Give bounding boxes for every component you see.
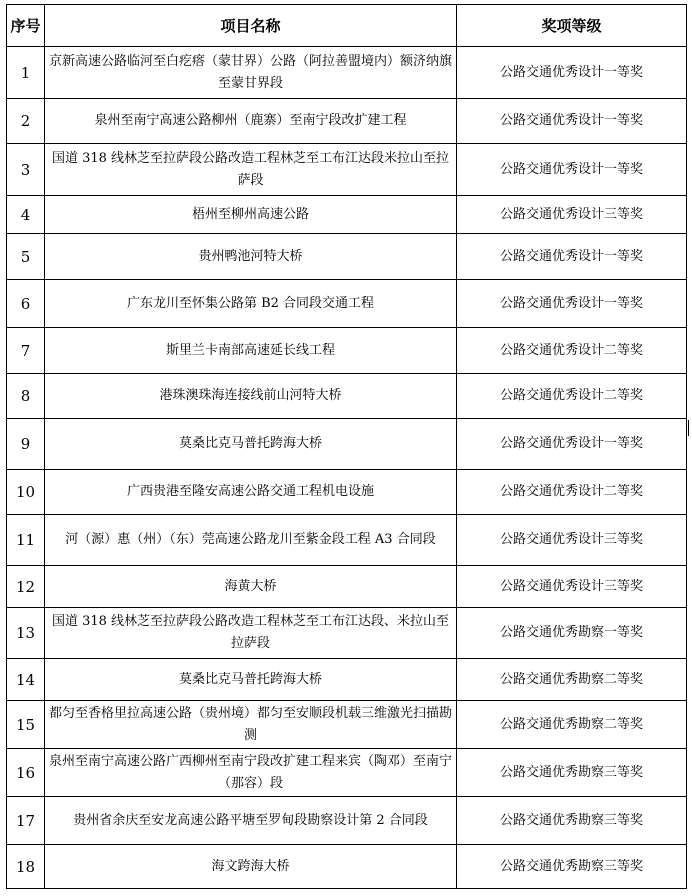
row-num: 5 [7, 234, 45, 280]
row-num: 8 [7, 374, 45, 419]
table-row [7, 566, 687, 608]
award-level: 公路交通优秀设计二等奖 [457, 328, 687, 374]
row-num: 15 [7, 701, 45, 749]
project-name: 广西贵港至隆安高速公路交通工程机电设施 [45, 470, 457, 515]
award-level: 公路交通优秀设计一等奖 [457, 144, 687, 196]
table-row [7, 47, 687, 99]
table-row [7, 470, 687, 515]
award-level: 公路交通优秀设计二等奖 [457, 470, 687, 515]
table-row [7, 659, 687, 701]
table-row [7, 608, 687, 659]
project-name: 泉州至南宁高速公路广西柳州至南宁段改扩建工程来宾（陶邓）至南宁（那容）段 [45, 749, 457, 797]
row-num: 4 [7, 196, 45, 234]
project-name: 海黄大桥 [45, 566, 457, 608]
table-row [7, 280, 687, 328]
award-level: 公路交通优秀设计一等奖 [457, 47, 687, 99]
award-level: 公路交通优秀设计三等奖 [457, 196, 687, 234]
award-level: 公路交通优秀设计一等奖 [457, 280, 687, 328]
project-name: 广东龙川至怀集公路第 B2 合同段交通工程 [45, 280, 457, 328]
row-num: 6 [7, 280, 45, 328]
project-name: 莫桑比克马普托跨海大桥 [45, 659, 457, 701]
row-num: 12 [7, 566, 45, 608]
table-row [7, 328, 687, 374]
row-num: 2 [7, 99, 45, 144]
header-num: 序号 [7, 5, 45, 47]
award-level: 公路交通优秀设计一等奖 [457, 419, 687, 470]
project-name: 斯里兰卡南部高速延长线工程 [45, 328, 457, 374]
awards-table [6, 4, 687, 889]
table-row [7, 374, 687, 419]
award-level: 公路交通优秀勘察三等奖 [457, 797, 687, 845]
award-level: 公路交通优秀勘察三等奖 [457, 845, 687, 889]
table-row [7, 797, 687, 845]
project-name: 国道 318 线林芝至拉萨段公路改造工程林芝至工布江达段米拉山至拉萨段 [45, 144, 457, 196]
table-row [7, 196, 687, 234]
table-row [7, 419, 687, 470]
project-name: 莫桑比克马普托跨海大桥 [45, 419, 457, 470]
row-num: 17 [7, 797, 45, 845]
project-name: 河（源）惠（州）（东）莞高速公路龙川至紫金段工程 A3 合同段 [45, 515, 457, 566]
row-num: 16 [7, 749, 45, 797]
row-num: 7 [7, 328, 45, 374]
table-row [7, 749, 687, 797]
project-name: 京新高速公路临河至白疙瘩（蒙甘界）公路（阿拉善盟境内）额济纳旗至蒙甘界段 [45, 47, 457, 99]
row-num: 1 [7, 47, 45, 99]
project-name: 都匀至香格里拉高速公路（贵州境）都匀至安顺段机载三维激光扫描勘测 [45, 701, 457, 749]
award-level: 公路交通优秀设计一等奖 [457, 234, 687, 280]
award-level: 公路交通优秀勘察三等奖 [457, 749, 687, 797]
project-name: 海文跨海大桥 [45, 845, 457, 889]
award-level: 公路交通优秀设计三等奖 [457, 566, 687, 608]
row-num: 3 [7, 144, 45, 196]
award-level: 公路交通优秀勘察二等奖 [457, 701, 687, 749]
project-name: 港珠澳珠海连接线前山河特大桥 [45, 374, 457, 419]
row-num: 11 [7, 515, 45, 566]
header-row [7, 5, 687, 47]
table-row [7, 515, 687, 566]
project-name: 贵州鸭池河特大桥 [45, 234, 457, 280]
project-name: 梧州至柳州高速公路 [45, 196, 457, 234]
row-num: 10 [7, 470, 45, 515]
award-level: 公路交通优秀设计一等奖 [457, 99, 687, 144]
table-row [7, 99, 687, 144]
header-level: 奖项等级 [457, 5, 687, 47]
row-num: 14 [7, 659, 45, 701]
table-row [7, 234, 687, 280]
row-num: 13 [7, 608, 45, 659]
table-row [7, 144, 687, 196]
header-name: 项目名称 [45, 5, 457, 47]
award-level: 公路交通优秀设计三等奖 [457, 515, 687, 566]
project-name: 国道 318 线林芝至拉萨段公路改造工程林芝至工布江达段、米拉山至拉萨段 [45, 608, 457, 659]
award-level: 公路交通优秀勘察一等奖 [457, 608, 687, 659]
table-row [7, 701, 687, 749]
page-edge-mark [688, 420, 689, 436]
project-name: 泉州至南宁高速公路柳州（鹿寨）至南宁段改扩建工程 [45, 99, 457, 144]
row-num: 18 [7, 845, 45, 889]
award-level: 公路交通优秀设计二等奖 [457, 374, 687, 419]
row-num: 9 [7, 419, 45, 470]
project-name: 贵州省余庆至安龙高速公路平塘至罗甸段勘察设计第 2 合同段 [45, 797, 457, 845]
award-level: 公路交通优秀勘察二等奖 [457, 659, 687, 701]
table-row [7, 845, 687, 889]
